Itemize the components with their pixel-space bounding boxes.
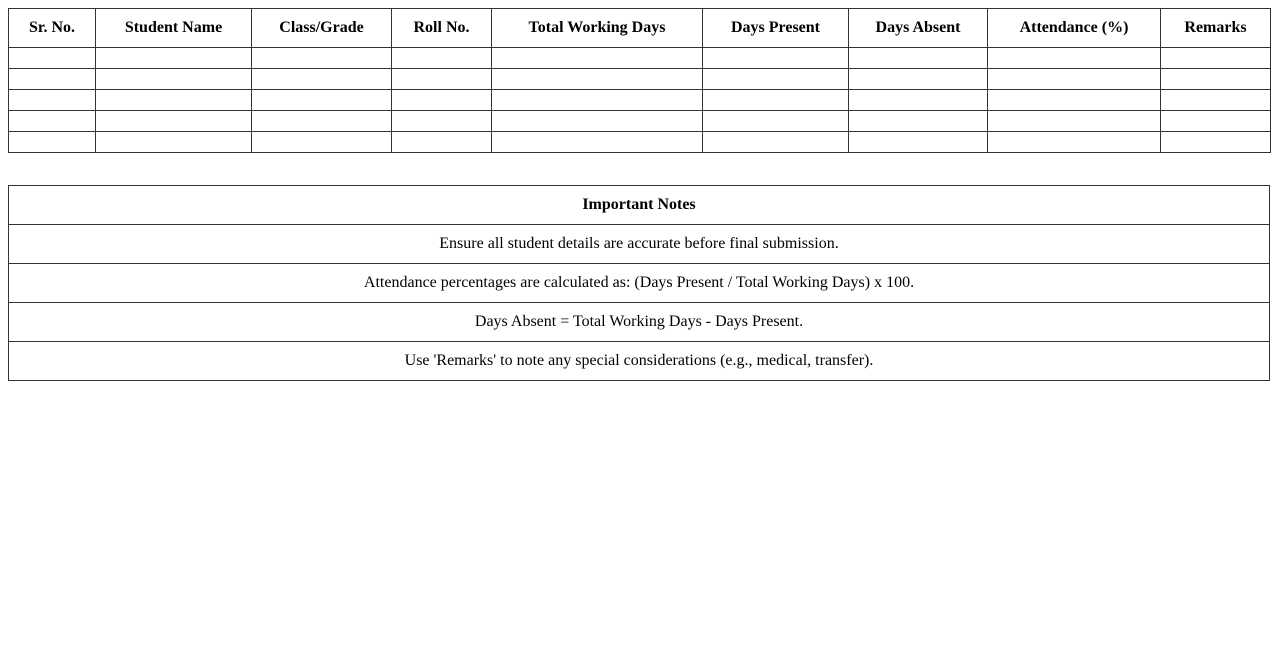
cell-roll-no[interactable] [392,132,492,153]
notes-header-row [9,186,1270,225]
cell-days-absent[interactable] [849,90,988,111]
cell-roll-no[interactable] [392,111,492,132]
cell-total-working-days[interactable] [492,111,703,132]
note-row [9,225,1270,264]
cell-remarks[interactable] [1161,111,1271,132]
cell-days-absent[interactable] [849,132,988,153]
cell-class-grade[interactable] [252,69,392,90]
cell-days-present[interactable] [703,132,849,153]
table-row [9,48,1271,69]
cell-student-name[interactable] [96,132,252,153]
header-sr-no: Sr. No. [9,9,96,48]
note-item: Ensure all student details are accurate before final submission. [9,225,1270,264]
cell-roll-no[interactable] [392,90,492,111]
cell-remarks[interactable] [1161,90,1271,111]
cell-student-name[interactable] [96,111,252,132]
cell-attendance-percent[interactable] [988,111,1161,132]
cell-class-grade[interactable] [252,90,392,111]
cell-sr-no[interactable] [9,132,96,153]
header-total-working-days: Total Working Days [492,9,703,48]
header-student-name: Student Name [96,9,252,48]
cell-days-absent[interactable] [849,48,988,69]
cell-days-present[interactable] [703,111,849,132]
note-row [9,264,1270,303]
note-item: Attendance percentages are calculated as: (Days Present / Total Working Days) x 100. [9,264,1270,303]
cell-class-grade[interactable] [252,132,392,153]
cell-total-working-days[interactable] [492,132,703,153]
cell-sr-no[interactable] [9,69,96,90]
cell-sr-no[interactable] [9,111,96,132]
header-row [9,9,1271,48]
cell-remarks[interactable] [1161,132,1271,153]
table-row [9,111,1271,132]
cell-student-name[interactable] [96,69,252,90]
cell-sr-no[interactable] [9,90,96,111]
cell-class-grade[interactable] [252,48,392,69]
header-class-grade: Class/Grade [252,9,392,48]
table-row [9,69,1271,90]
header-remarks: Remarks [1161,9,1271,48]
table-row [9,90,1271,111]
cell-sr-no[interactable] [9,48,96,69]
header-days-present: Days Present [703,9,849,48]
cell-days-absent[interactable] [849,69,988,90]
attendance-body [9,48,1271,153]
note-row [9,303,1270,342]
note-item: Days Absent = Total Working Days - Days Present. [9,303,1270,342]
cell-student-name[interactable] [96,90,252,111]
cell-total-working-days[interactable] [492,90,703,111]
cell-days-present[interactable] [703,48,849,69]
cell-attendance-percent[interactable] [988,90,1161,111]
cell-student-name[interactable] [96,48,252,69]
cell-roll-no[interactable] [392,69,492,90]
notes-table [8,185,1270,381]
cell-attendance-percent[interactable] [988,48,1161,69]
cell-remarks[interactable] [1161,69,1271,90]
header-days-absent: Days Absent [849,9,988,48]
cell-days-present[interactable] [703,69,849,90]
header-roll-no: Roll No. [392,9,492,48]
table-row [9,132,1271,153]
cell-remarks[interactable] [1161,48,1271,69]
note-row [9,342,1270,381]
cell-total-working-days[interactable] [492,48,703,69]
header-attendance-percent: Attendance (%) [988,9,1161,48]
attendance-table [8,8,1271,153]
cell-days-present[interactable] [703,90,849,111]
cell-total-working-days[interactable] [492,69,703,90]
cell-attendance-percent[interactable] [988,132,1161,153]
cell-days-absent[interactable] [849,111,988,132]
cell-attendance-percent[interactable] [988,69,1161,90]
note-item: Use 'Remarks' to note any special considerations (e.g., medical, transfer). [9,342,1270,381]
cell-roll-no[interactable] [392,48,492,69]
cell-class-grade[interactable] [252,111,392,132]
notes-title: Important Notes [9,186,1270,225]
